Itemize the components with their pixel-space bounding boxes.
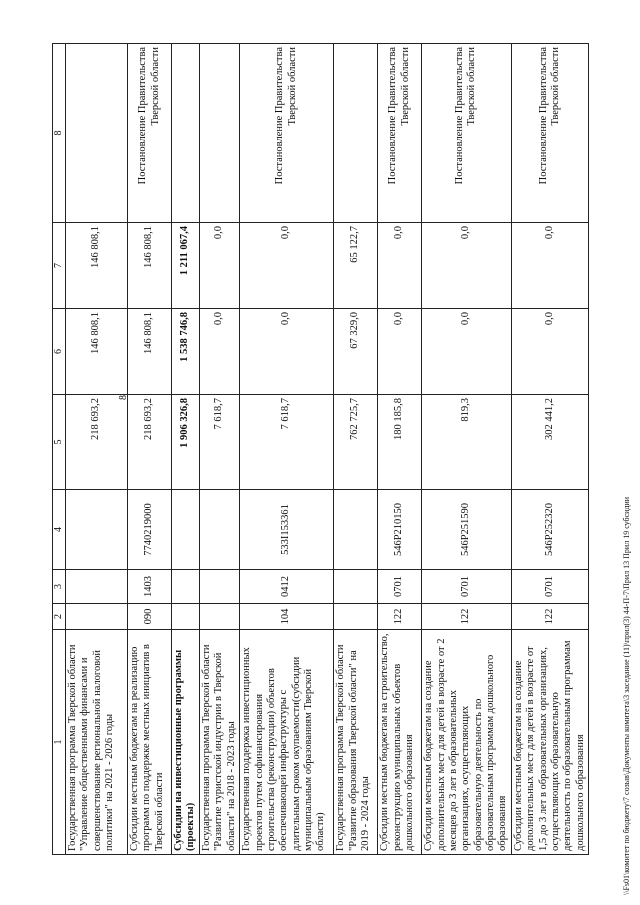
amount-2023: 1 211 067,4 [172,223,200,309]
rotated-page [52,44,612,855]
table-row [240,44,334,855]
amount-2021: 819,3 [422,395,512,490]
col-header: 4 [53,490,66,570]
amount-2021: 218 693,2 [66,395,128,490]
row-name: Субсидии местным бюджетам на создание дополнительных мест для детей в возрасте от 2 месяцев до 3 лет в образовательных организациях, осуществляющих образовательную деятельность по образовательным программам дошкольного образования [422,630,512,855]
col-header: 6 [53,309,66,395]
amount-2021: 762 725,7 [334,395,378,490]
table-row [511,44,588,855]
col-header: 5 [53,395,66,490]
amount-2023: 0,0 [511,223,588,309]
target-article [66,490,128,570]
amount-2021: 7 618,7 [200,395,240,490]
grbs-code [66,604,128,630]
section-code [200,570,240,604]
amount-2021: 302 441,2 [511,395,588,490]
legal-basis: Постановление Правительства Тверской области [240,44,334,223]
target-article: 7740219000 [128,490,172,570]
amount-2023: 146 808,1 [128,223,172,309]
grbs-code: 090 [128,604,172,630]
legal-basis [334,44,378,223]
section-code [172,570,200,604]
row-name: Государственная программа Тверской области "Управление общественными финансами и совершенствование региональной налоговой политики" на 2021 - 2026 годы [66,630,128,855]
legal-basis: Постановление Правительства Тверской области [422,44,512,223]
section-code [66,570,128,604]
row-name: Субсидии на инвестиционные программы (проекты) [172,630,200,855]
legal-basis: Постановление Правительства Тверской области [378,44,422,223]
amount-2022: 0,0 [240,309,334,395]
target-article: 546P252320 [511,490,588,570]
legal-basis [66,44,128,223]
col-header: 7 [53,223,66,309]
grbs-code: 122 [511,604,588,630]
table-row [422,44,512,855]
amount-2022: 0,0 [378,309,422,395]
legal-basis: Постановление Правительства Тверской области [511,44,588,223]
target-article [200,490,240,570]
target-article: 546P251590 [422,490,512,570]
table-row [200,44,240,855]
target-article [172,490,200,570]
col-header: 3 [53,570,66,604]
grbs-code: 104 [240,604,334,630]
amount-2023: 0,0 [200,223,240,309]
row-name: Субсидии местным бюджетам на реализацию программ по поддержке местных инициатив в Тверской области [128,630,172,855]
table-row [378,44,422,855]
col-header: 2 [53,604,66,630]
col-header: 8 [53,44,66,223]
section-code: 0412 [240,570,334,604]
grbs-code: 122 [422,604,512,630]
table-row [128,44,172,855]
amount-2023: 0,0 [422,223,512,309]
amount-2023: 0,0 [378,223,422,309]
amount-2021: 1 906 326,8 [172,395,200,490]
section-code: 0701 [511,570,588,604]
footer-path: \\Fs01\комитет по бюджету\7 созыв\Документы комитета\3 заседание (11)\прил(3) 44-П-7\Прил 13 Прил 19 субсидии [622,496,631,895]
target-article: 533I153361 [240,490,334,570]
header-row [53,44,66,855]
row-name: Государственная программа Тверской области "Развитие туристской индустрии в Тверской области" на 2018 - 2023 годы [200,630,240,855]
amount-2023: 146 808,1 [66,223,128,309]
table-row [66,44,128,855]
amount-2021: 180 185,8 [378,395,422,490]
grbs-code: 122 [378,604,422,630]
amount-2021: 7 618,7 [240,395,334,490]
table-body [66,44,589,855]
amount-2022: 0,0 [422,309,512,395]
target-article: 546P210150 [378,490,422,570]
row-name: Субсидии местным бюджетам на строительство, реконструкцию муниципальных объектов дошкольного образования [378,630,422,855]
subsidies-table [52,43,589,855]
grbs-code [334,604,378,630]
amount-2022: 1 538 746,8 [172,309,200,395]
table-row [172,44,200,855]
grbs-code [200,604,240,630]
amount-2022: 0,0 [511,309,588,395]
section-code: 0701 [422,570,512,604]
amount-2022: 67 329,0 [334,309,378,395]
table-row [334,44,378,855]
amount-2022: 146 808,1 [66,309,128,395]
section-code [334,570,378,604]
row-name: Государственная программа Тверской области "Развитие образования Тверской области" на 2019 - 2024 годы [334,630,378,855]
row-name: Государственная поддержка инвестиционных проектов путем софинансирования строительства (реконструкции) объектов обеспечивающей инфраструктуры с длительным сроком окупаемости(субсидии муниципальным образованиям Тверской области) [240,630,334,855]
col-header: 1 [53,630,66,855]
page-number: 8 [118,395,129,400]
legal-basis [172,44,200,223]
legal-basis [200,44,240,223]
amount-2023: 0,0 [240,223,334,309]
amount-2022: 146 808,1 [128,309,172,395]
amount-2023: 65 122,7 [334,223,378,309]
amount-2022: 0,0 [200,309,240,395]
amount-2021: 218 693,2 [128,395,172,490]
target-article [334,490,378,570]
row-name: Субсидии местным бюджетам на создание дополнительных мест для детей в возрасте от 1,5 до 3 лет в образовательных организациях, осуществляющих образовательную деятельность по образовательным программам дошкольного образования [511,630,588,855]
legal-basis: Постановление Правительства Тверской области [128,44,172,223]
section-code: 1403 [128,570,172,604]
grbs-code [172,604,200,630]
section-code: 0701 [378,570,422,604]
